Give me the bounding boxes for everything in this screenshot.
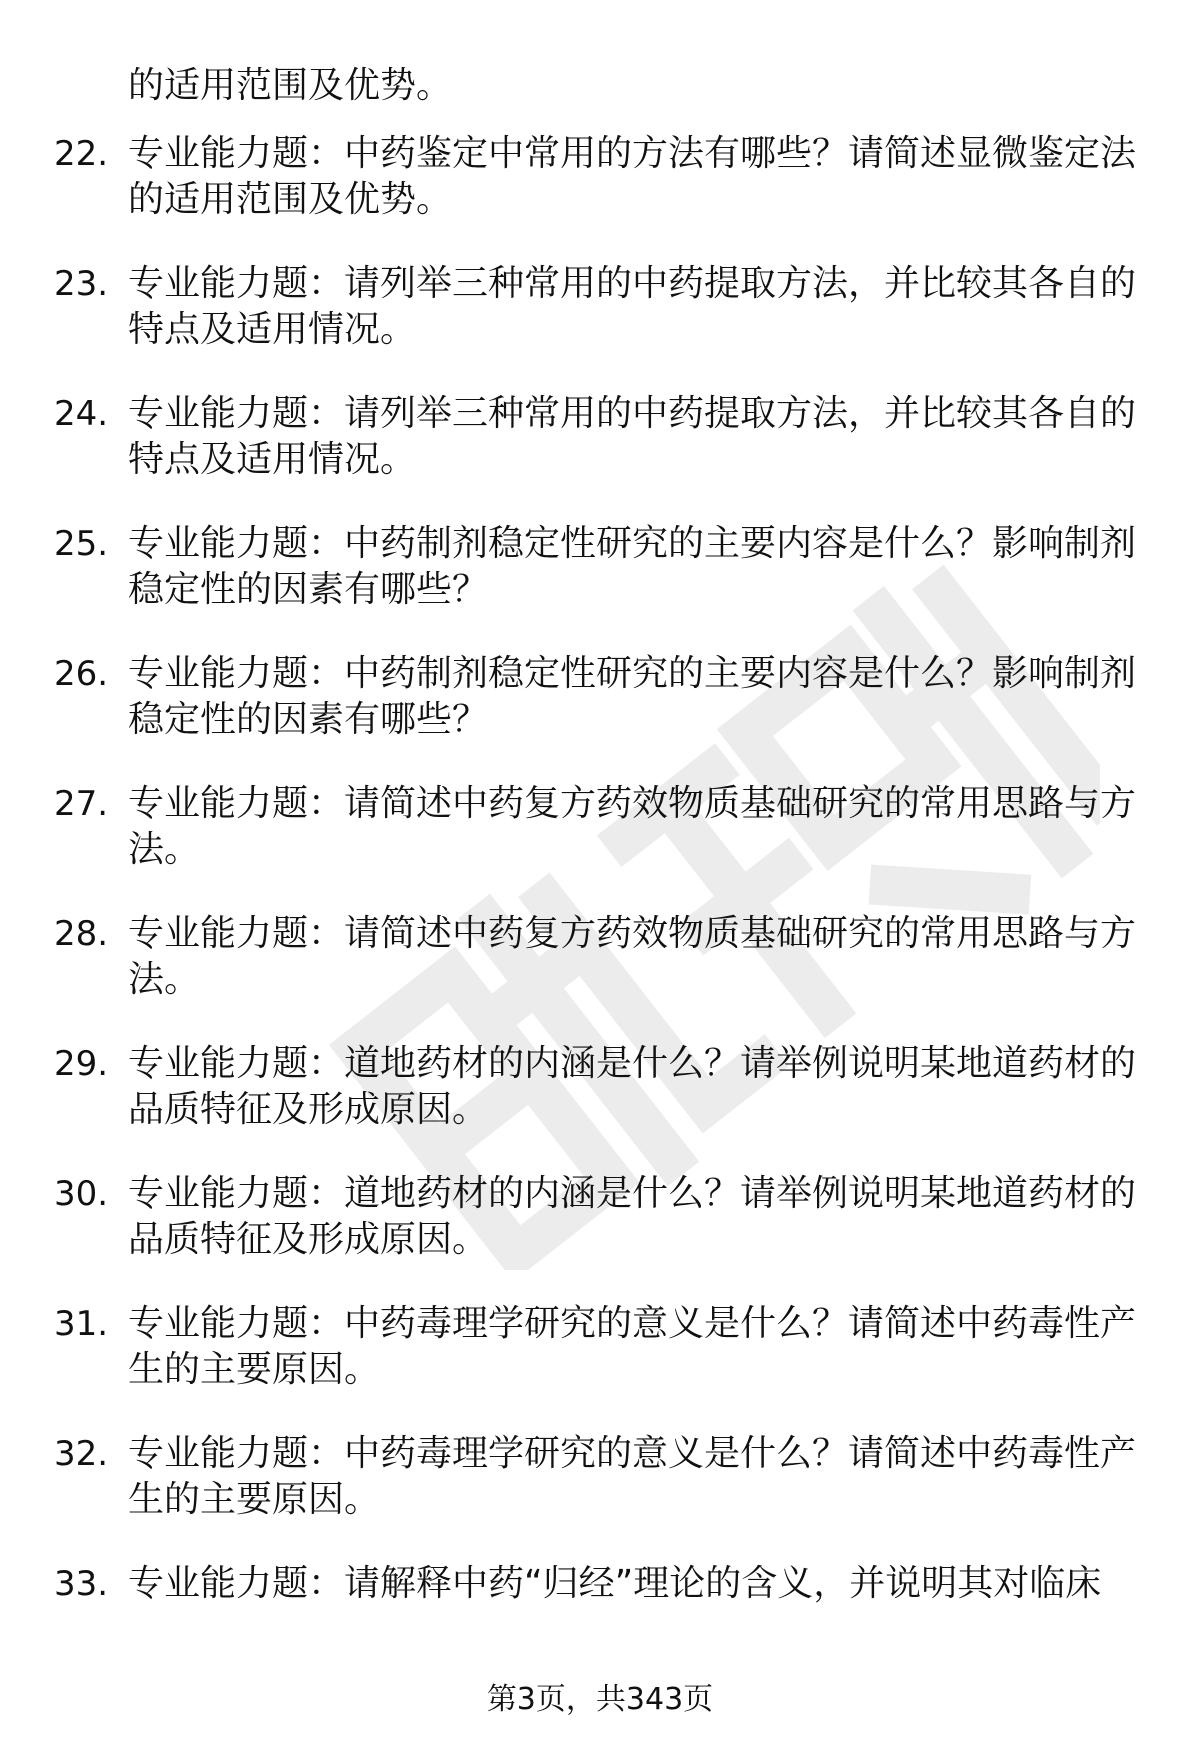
- question-item: [0, 1170, 1200, 1218]
- question-item-continuation: [0, 566, 1200, 614]
- page-footer: 第3页，共343页: [486, 1682, 714, 1717]
- question-number: 24.: [54, 394, 109, 434]
- question-item-continuation: [0, 1476, 1200, 1524]
- question-item-continuation: [0, 1086, 1200, 1134]
- question-number: 33.: [54, 1564, 109, 1604]
- question-text-line1: 专业能力题：请简述中药复方药效物质基础研究的常用思路与方: [128, 783, 1137, 824]
- question-item: [0, 650, 1200, 698]
- question-item-continuation: [0, 1346, 1200, 1394]
- question-number: 32.: [54, 1434, 109, 1474]
- question-text-line2: 稳定性的因素有哪些？: [128, 569, 489, 610]
- question-text-line2: 品质特征及形成原因。: [128, 1219, 489, 1260]
- continuation-line: [0, 62, 1200, 110]
- question-number: 31.: [54, 1304, 109, 1344]
- question-number: 22.: [54, 134, 109, 174]
- question-number: 25.: [54, 524, 109, 564]
- question-number: 28.: [54, 914, 109, 954]
- question-number: 27.: [54, 784, 109, 824]
- question-text-line1: 专业能力题：请解释中药“归经”理论的含义，并说明其对临床: [128, 1563, 1102, 1604]
- watermark-graphic: [250, 520, 1100, 1270]
- question-text-line2: 特点及适用情况。: [128, 309, 417, 350]
- question-item: [0, 130, 1200, 178]
- question-item-continuation: [0, 826, 1200, 874]
- question-text-line2: 稳定性的因素有哪些？: [128, 699, 489, 740]
- question-item: [0, 910, 1200, 958]
- question-item-continuation: [0, 956, 1200, 1004]
- question-text-line2: 生的主要原因。: [128, 1349, 381, 1390]
- question-item-continuation: [0, 696, 1200, 744]
- question-number: 26.: [54, 654, 109, 694]
- question-item: [0, 520, 1200, 568]
- question-item: [0, 1560, 1200, 1608]
- question-number: 29.: [54, 1044, 109, 1084]
- question-text-line2: 法。: [128, 829, 201, 870]
- question-text-line1: 专业能力题：中药鉴定中常用的方法有哪些？请简述显微鉴定法: [128, 133, 1137, 174]
- question-text-line2: 法。: [128, 959, 201, 1000]
- question-item-continuation: [0, 1216, 1200, 1264]
- question-text-line1: 专业能力题：请列举三种常用的中药提取方法，并比较其各自的: [128, 263, 1137, 304]
- question-item: [0, 780, 1200, 828]
- question-item: [0, 1300, 1200, 1348]
- question-number: 30.: [54, 1174, 109, 1214]
- question-text-line1: 专业能力题：中药毒理学研究的意义是什么？请简述中药毒性产: [128, 1433, 1137, 1474]
- question-item-continuation: [0, 436, 1200, 484]
- question-text-line1: 专业能力题：中药制剂稳定性研究的主要内容是什么？影响制剂: [128, 653, 1137, 694]
- question-item: [0, 260, 1200, 308]
- question-text-line1: 专业能力题：中药毒理学研究的意义是什么？请简述中药毒性产: [128, 1303, 1137, 1344]
- question-item: [0, 390, 1200, 438]
- question-item: [0, 1040, 1200, 1088]
- continuation-text: 的适用范围及优势。: [128, 65, 453, 106]
- question-text-line1: 专业能力题：请简述中药复方药效物质基础研究的常用思路与方: [128, 913, 1137, 954]
- question-item-continuation: [0, 176, 1200, 224]
- question-number: 23.: [54, 264, 109, 304]
- question-item-continuation: [0, 306, 1200, 354]
- question-text-line1: 专业能力题：请列举三种常用的中药提取方法，并比较其各自的: [128, 393, 1137, 434]
- question-text-line2: 生的主要原因。: [128, 1479, 381, 1520]
- question-item: [0, 1430, 1200, 1478]
- question-text-line1: 专业能力题：道地药材的内涵是什么？请举例说明某地道药材的: [128, 1043, 1137, 1084]
- question-text-line2: 的适用范围及优势。: [128, 179, 453, 220]
- question-text-line1: 专业能力题：道地药材的内涵是什么？请举例说明某地道药材的: [128, 1173, 1137, 1214]
- question-text-line1: 专业能力题：中药制剂稳定性研究的主要内容是什么？影响制剂: [128, 523, 1137, 564]
- question-text-line2: 品质特征及形成原因。: [128, 1089, 489, 1130]
- question-text-line2: 特点及适用情况。: [128, 439, 417, 480]
